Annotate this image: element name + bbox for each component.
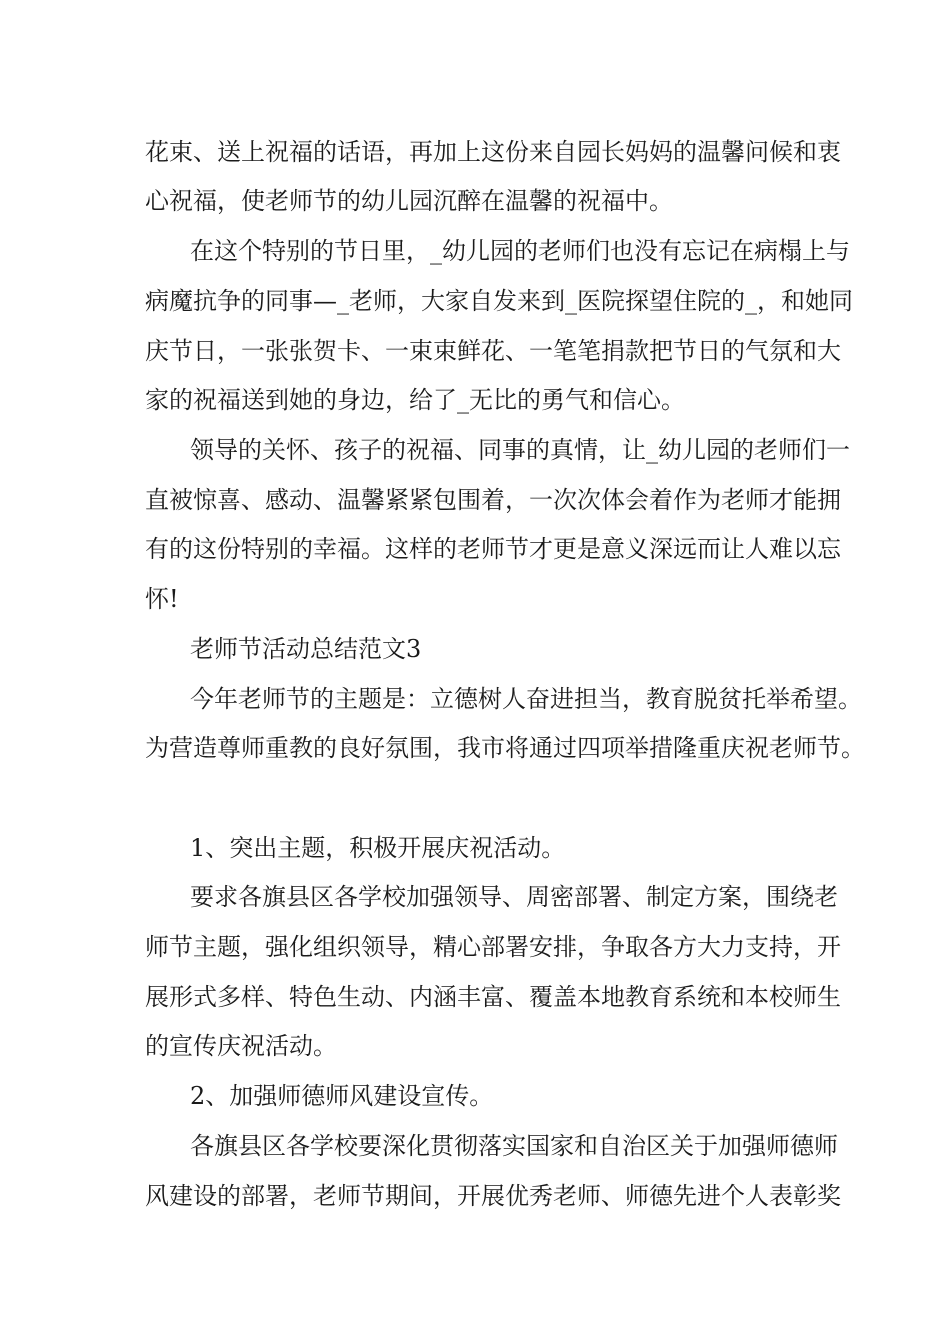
text-line: 直被惊喜、感动、温馨紧紧包围着，一次次体会着作为老师才能拥 (145, 486, 841, 514)
text-line: 领导的关怀、孩子的祝福、同事的真情，让_幼儿园的老师们一 (190, 436, 850, 464)
text-line: 在这个特别的节日里，_幼儿园的老师们也没有忘记在病榻上与 (190, 237, 850, 265)
list-item-heading: 1、突出主题，积极开展庆祝活动。 (190, 834, 566, 862)
text-line: 家的祝福送到她的身边，给了_无比的勇气和信心。 (145, 386, 685, 414)
text-line: 为营造尊师重教的良好氛围，我市将通过四项举措隆重庆祝老师节。 (145, 734, 865, 762)
text-line: 风建设的部署，老师节期间，开展优秀老师、师德先进个人表彰奖 (145, 1182, 841, 1210)
text-line: 师节主题，强化组织领导，精心部署安排，争取各方大力支持，开 (145, 933, 841, 961)
text-line: 要求各旗县区各学校加强领导、周密部署、制定方案，围绕老 (190, 883, 838, 911)
text-line: 花束、送上祝福的话语，再加上这份来自园长妈妈的温馨问候和衷 (145, 138, 841, 166)
text-line: 庆节日，一张张贺卡、一束束鲜花、一笔笔捐款把节日的气氛和大 (145, 337, 841, 365)
list-item-heading: 2、加强师德师风建设宣传。 (190, 1082, 494, 1110)
section-heading: 老师节活动总结范文3 (190, 635, 422, 663)
text-line: 病魔抗争的同事—_老师，大家自发来到_医院探望住院的_，和她同 (145, 287, 853, 315)
text-line: 今年老师节的主题是：立德树人奋进担当，教育脱贫托举希望。 (190, 685, 862, 713)
text-line: 各旗县区各学校要深化贯彻落实国家和自治区关于加强师德师 (190, 1132, 838, 1160)
text-line: 有的这份特别的幸福。这样的老师节才更是意义深远而让人难以忘 (145, 535, 841, 563)
text-line: 的宣传庆祝活动。 (145, 1032, 337, 1060)
text-line: 展形式多样、特色生动、内涵丰富、覆盖本地教育系统和本校师生 (145, 983, 841, 1011)
text-line: 心祝福，使老师节的幼儿园沉醉在温馨的祝福中。 (145, 187, 673, 215)
text-line: 怀! (145, 585, 179, 613)
